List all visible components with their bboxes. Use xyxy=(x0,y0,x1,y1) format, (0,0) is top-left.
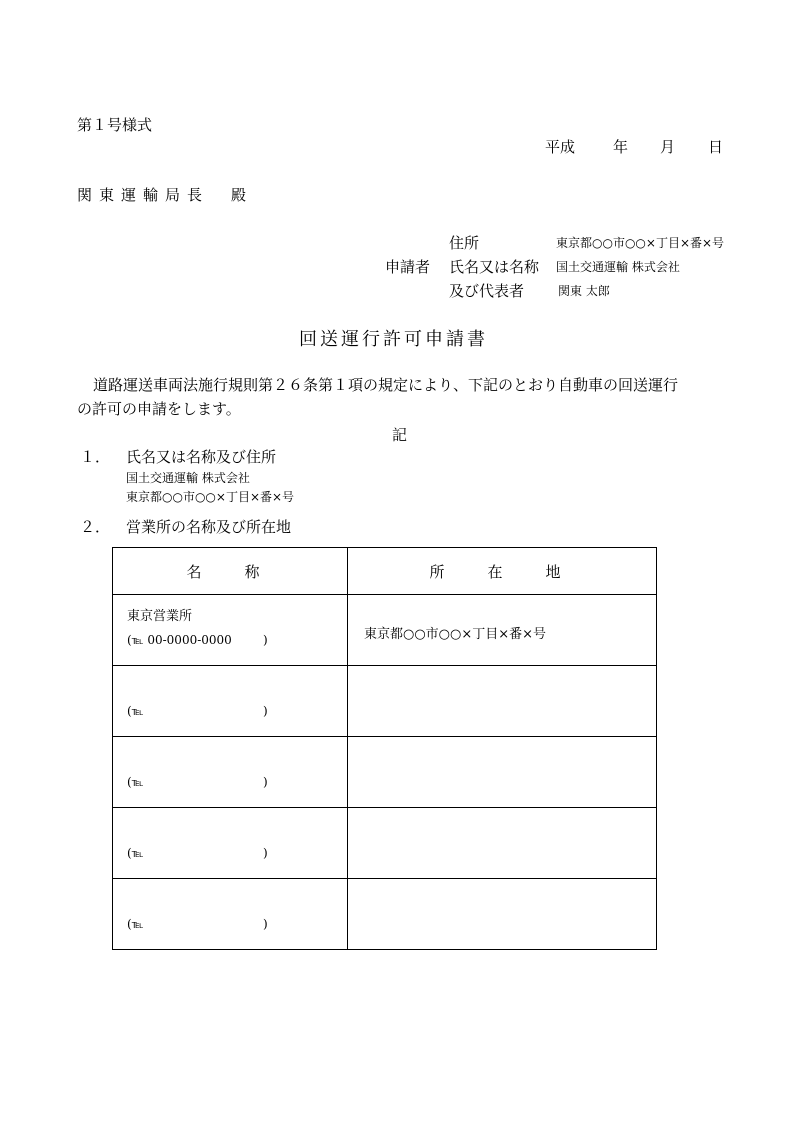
office-location-cell[interactable] xyxy=(348,808,657,879)
date-day[interactable]: 日 xyxy=(708,138,724,156)
date-year[interactable]: 年 xyxy=(613,138,629,156)
tel-open: ( xyxy=(127,917,132,931)
addressee: 関東運輸局長 殿 xyxy=(77,186,254,204)
tel-open: ( xyxy=(127,704,132,718)
item2-number: ２． xyxy=(80,518,111,536)
body-text-line1: 道路運送車両法施行規則第２６条第１項の規定により、下記のとおり自動車の回送運行 xyxy=(93,376,679,394)
document-title: 回送運行許可申請書 xyxy=(299,329,488,350)
office-location-cell[interactable] xyxy=(348,879,657,950)
applicant-address-value[interactable]: 東京都○○市○○×丁目×番×号 xyxy=(556,236,725,250)
header-name: 名 称 xyxy=(113,548,348,595)
tel-close: ) xyxy=(263,917,268,931)
table-row xyxy=(113,666,657,737)
tel-open: ( xyxy=(127,846,132,860)
office-name: 東京営業所 xyxy=(127,609,193,624)
tel-label: ℡ xyxy=(131,776,144,789)
office-name-cell[interactable] xyxy=(113,595,348,666)
table-header-row xyxy=(113,548,657,595)
applicant-address-label: 住所 xyxy=(449,234,480,252)
item1-address[interactable]: 東京都○○市○○×丁目×番×号 xyxy=(126,490,295,504)
item1-heading: 氏名又は名称及び住所 xyxy=(126,448,277,466)
item2-heading: 営業所の名称及び所在地 xyxy=(126,518,292,536)
table-row xyxy=(113,737,657,808)
tel-open: ( xyxy=(127,775,132,789)
ki-heading: 記 xyxy=(392,426,408,444)
table-row xyxy=(113,879,657,950)
tel-label: ℡ xyxy=(131,705,144,718)
office-name-cell[interactable] xyxy=(113,737,348,808)
applicant-label: 申請者 xyxy=(385,258,431,276)
office-location-cell[interactable] xyxy=(348,737,657,808)
office-tel xyxy=(127,917,268,931)
office-name-cell[interactable] xyxy=(113,879,348,950)
tel-open: ( xyxy=(127,633,132,647)
office-tel xyxy=(127,775,268,789)
application-date xyxy=(545,136,735,156)
tel-label: ℡ xyxy=(131,634,144,647)
tel-close: ) xyxy=(263,846,268,860)
tel-label: ℡ xyxy=(131,847,144,860)
table-row xyxy=(113,595,657,666)
date-era: 平成 xyxy=(545,138,576,156)
applicant-rep-label: 及び代表者 xyxy=(449,282,525,300)
item1-number: １． xyxy=(80,448,111,466)
tel-number: 00-0000-0000 xyxy=(147,633,232,647)
table-row xyxy=(113,808,657,879)
date-month[interactable]: 月 xyxy=(660,138,676,156)
tel-close: ) xyxy=(263,775,268,789)
office-name-cell[interactable] xyxy=(113,808,348,879)
form-number: 第１号様式 xyxy=(77,116,153,134)
tel-close: ) xyxy=(263,704,268,718)
applicant-name-value[interactable]: 国土交通運輸 株式会社 xyxy=(556,260,680,274)
tel-close: ) xyxy=(263,633,268,647)
office-tel xyxy=(127,704,268,718)
tel-label: ℡ xyxy=(131,918,144,931)
header-location: 所 在 地 xyxy=(348,548,657,595)
applicant-rep-value[interactable]: 関東 太郎 xyxy=(558,284,610,298)
office-name-cell[interactable] xyxy=(113,666,348,737)
office-location-cell[interactable] xyxy=(348,666,657,737)
office-tel xyxy=(127,633,268,647)
office-address: 東京都○○市○○×丁目×番×号 xyxy=(364,627,547,642)
body-text-line2: の許可の申請をします。 xyxy=(77,400,241,418)
office-table xyxy=(112,547,657,950)
office-location-cell[interactable] xyxy=(348,595,657,666)
applicant-name-label: 氏名又は名称 xyxy=(449,258,540,276)
office-tel xyxy=(127,846,268,860)
item1-name[interactable]: 国土交通運輸 株式会社 xyxy=(126,471,250,485)
